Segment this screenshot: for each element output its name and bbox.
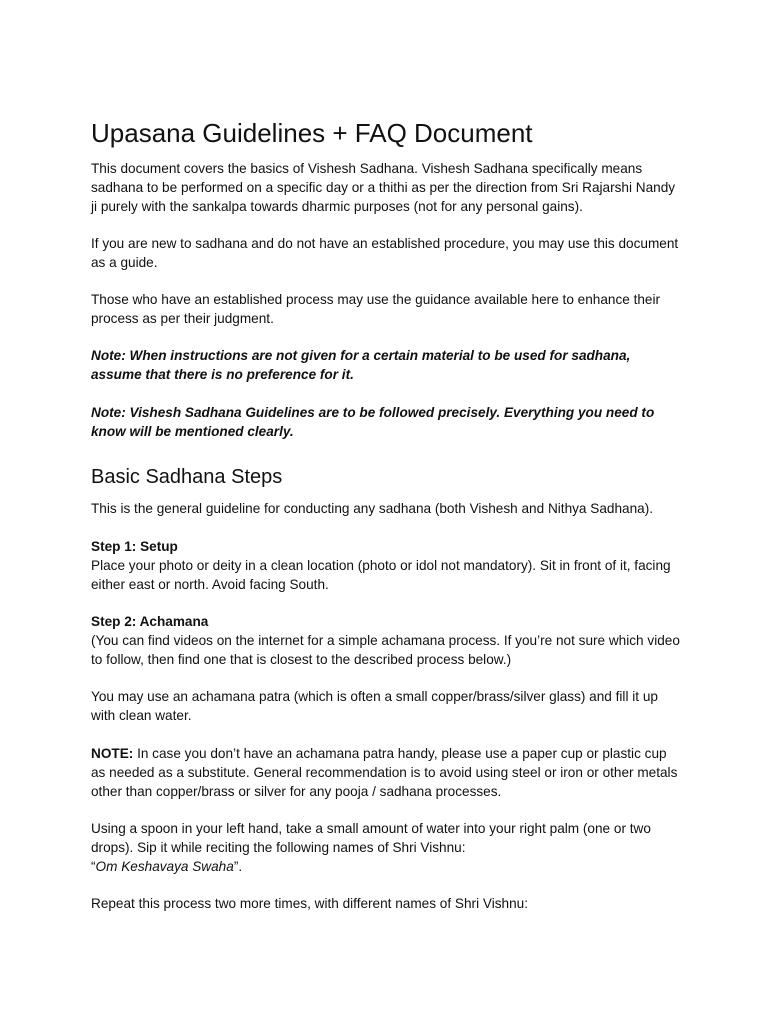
quote-close: ”.	[233, 859, 243, 874]
step1-text: Place your photo or deity in a clean location (photo or idol not mandatory). Sit in front of it, facing either east or north. Avoid facing South.	[91, 558, 671, 592]
step2-title: Step 2: Achamana	[91, 614, 209, 629]
established-paragraph: Those who have an established process may use the guidance available here to enhance their process as per their judgment.	[91, 292, 661, 326]
step1-title: Step 1: Setup	[91, 539, 178, 554]
mantra-text: Om Keshavaya Swaha	[95, 859, 234, 874]
new-users-paragraph: If you are new to sadhana and do not have an established procedure, you may use this document as a guide.	[91, 236, 679, 270]
substitute-note	[91, 744, 681, 801]
step2-text: (You can find videos on the internet for a simple achamana process. If you’re not sure which video to follow, then find one that is closest to the described process below.)	[91, 633, 680, 667]
document-title: Upasana Guidelines + FAQ Document	[91, 118, 533, 148]
note-label: NOTE:	[91, 746, 134, 761]
repeat-paragraph: Repeat this process two more times, with different names of Shri Vishnu:	[91, 896, 528, 911]
note-text: In case you don’t have an achamana patra handy, please use a paper cup or plastic cup as needed as a substitute. General recommendation is to avoid using steel or iron or other metals other than copper/brass or silver for any pooja / sadhana processes.	[91, 746, 678, 799]
quote-open: “	[91, 859, 96, 874]
achamana-patra-paragraph: You may use an achamana patra (which is often a small copper/brass/silver glass) and fill it up with clean water.	[91, 689, 658, 723]
spoon-paragraph	[91, 819, 681, 876]
basic-steps-heading: Basic Sadhana Steps	[91, 466, 283, 488]
general-guideline: This is the general guideline for conducting any sadhana (both Vishesh and Nithya Sadhana).	[91, 501, 653, 516]
note-materials: Note: When instructions are not given for a certain material to be used for sadhana, assume that there is no preference for it.	[91, 348, 631, 382]
note-guidelines: Note: Vishesh Sadhana Guidelines are to be followed precisely. Everything you need to know will be mentioned clearly.	[91, 405, 655, 439]
intro-paragraph: This document covers the basics of Vishesh Sadhana. Vishesh Sadhana specifically means sadhana to be performed on a specific day or a thithi as per the direction from Sri Rajarshi Nandy ji purely with the sankalpa towards dharmic purposes (not for any personal gains).	[91, 161, 676, 214]
spoon-text: Using a spoon in your left hand, take a small amount of water into your right palm (one or two drops). Sip it while reciting the following names of Shri Vishnu:	[91, 821, 651, 855]
